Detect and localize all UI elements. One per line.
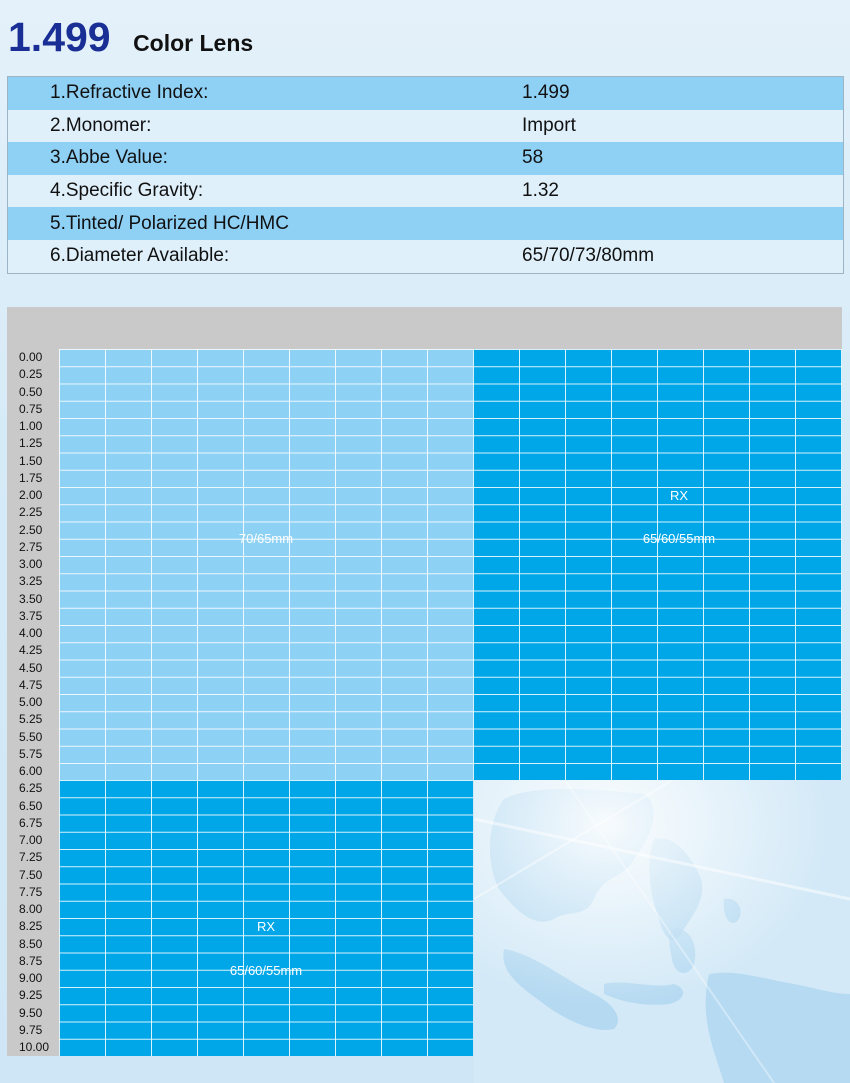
sph-row-label: 3.50 (19, 591, 43, 606)
rx-range-block-right (473, 349, 842, 780)
sph-row-label: 8.00 (19, 902, 43, 916)
sph-row-label: 4.50 (19, 660, 43, 675)
sph-row-label: 7.00 (19, 833, 43, 847)
sph-row-label: 9.50 (19, 1005, 43, 1020)
sph-row-label: 1.25 (19, 436, 43, 451)
sph-row-label: 6.00 (19, 764, 43, 778)
sph-row-label: 0.75 (19, 401, 43, 416)
spec-row (8, 240, 843, 273)
sph-row-label: 0.50 (19, 384, 43, 399)
sph-row-label: 10.00 (19, 1040, 50, 1054)
sph-row-label: 3.25 (19, 574, 43, 589)
sph-row-label: 9.00 (19, 971, 43, 985)
sph-row-label: 6.50 (19, 798, 43, 813)
stock-range-block (59, 349, 473, 780)
world-map-background (474, 779, 850, 1083)
sph-row-label: 0.25 (19, 367, 43, 382)
rx-diameter-label: 65/60/55mm (642, 531, 716, 546)
sph-row-label: 0.00 (19, 350, 43, 364)
product-name: Color Lens (133, 30, 254, 56)
sph-row-label: 5.00 (19, 695, 43, 709)
stock-diameter-label: 70/65mm (238, 531, 294, 546)
spec-label: 5.Tinted/ Polarized HC/HMC (50, 212, 289, 234)
sph-row-label: 7.75 (19, 884, 43, 899)
spec-label: 3.Abbe Value: (50, 147, 168, 169)
sph-row-label: 1.75 (19, 470, 43, 485)
sph-row-label: 4.75 (19, 677, 43, 692)
spec-value: 65/70/73/80mm (522, 245, 655, 267)
sph-row-label: 6.25 (19, 781, 43, 796)
map-illustration (474, 779, 850, 1083)
sph-row-label: 7.25 (19, 850, 43, 865)
spec-row (8, 175, 843, 208)
sph-row-label: 2.50 (19, 522, 43, 537)
spec-value: Import (522, 114, 576, 136)
spec-label: 6.Diameter Available: (50, 245, 230, 267)
sph-row-label: 9.25 (19, 988, 43, 1003)
spec-label: 4.Specific Gravity: (50, 180, 204, 202)
spec-row (8, 110, 843, 143)
sph-row-labels (7, 349, 59, 1056)
sph-row-label: 7.50 (19, 867, 43, 882)
page-title (8, 14, 253, 61)
grid-header-bar (7, 307, 842, 349)
spec-value: 1.499 (522, 82, 570, 104)
spec-value: 58 (522, 147, 544, 169)
spec-table (7, 76, 844, 274)
sph-row-label: 4.00 (19, 626, 43, 640)
rx-diameter-label: 65/60/55mm (229, 963, 303, 978)
sph-row-label: 2.00 (19, 488, 43, 502)
sph-row-label: 8.50 (19, 936, 43, 951)
spec-row (8, 77, 843, 110)
rx-type-label: RX (669, 488, 689, 503)
sph-row-label: 8.75 (19, 953, 43, 968)
sph-row-label: 3.00 (19, 557, 43, 571)
sph-row-label: 4.25 (19, 643, 43, 658)
rx-type-label: RX (256, 919, 276, 934)
spec-row (8, 207, 843, 240)
spec-value: 1.32 (522, 180, 559, 202)
rx-range-block-bottom (59, 780, 473, 1056)
sph-row-label: 6.75 (19, 815, 43, 830)
spec-label: 2.Monomer: (50, 114, 152, 136)
sph-row-label: 8.25 (19, 919, 43, 934)
spec-label: 1.Refractive Index: (50, 82, 209, 104)
refractive-index-title: 1.499 (8, 14, 111, 60)
sph-row-label: 2.75 (19, 539, 43, 554)
sph-row-label: 9.75 (19, 1022, 43, 1037)
sph-row-label: 5.25 (19, 712, 43, 727)
sph-row-label: 2.25 (19, 505, 43, 520)
sph-row-label: 3.75 (19, 608, 43, 623)
spec-row (8, 142, 843, 175)
sph-row-label: 1.50 (19, 453, 43, 468)
sph-row-label: 5.75 (19, 746, 43, 761)
sph-row-label: 5.50 (19, 729, 43, 744)
sph-row-label: 1.00 (19, 419, 43, 433)
